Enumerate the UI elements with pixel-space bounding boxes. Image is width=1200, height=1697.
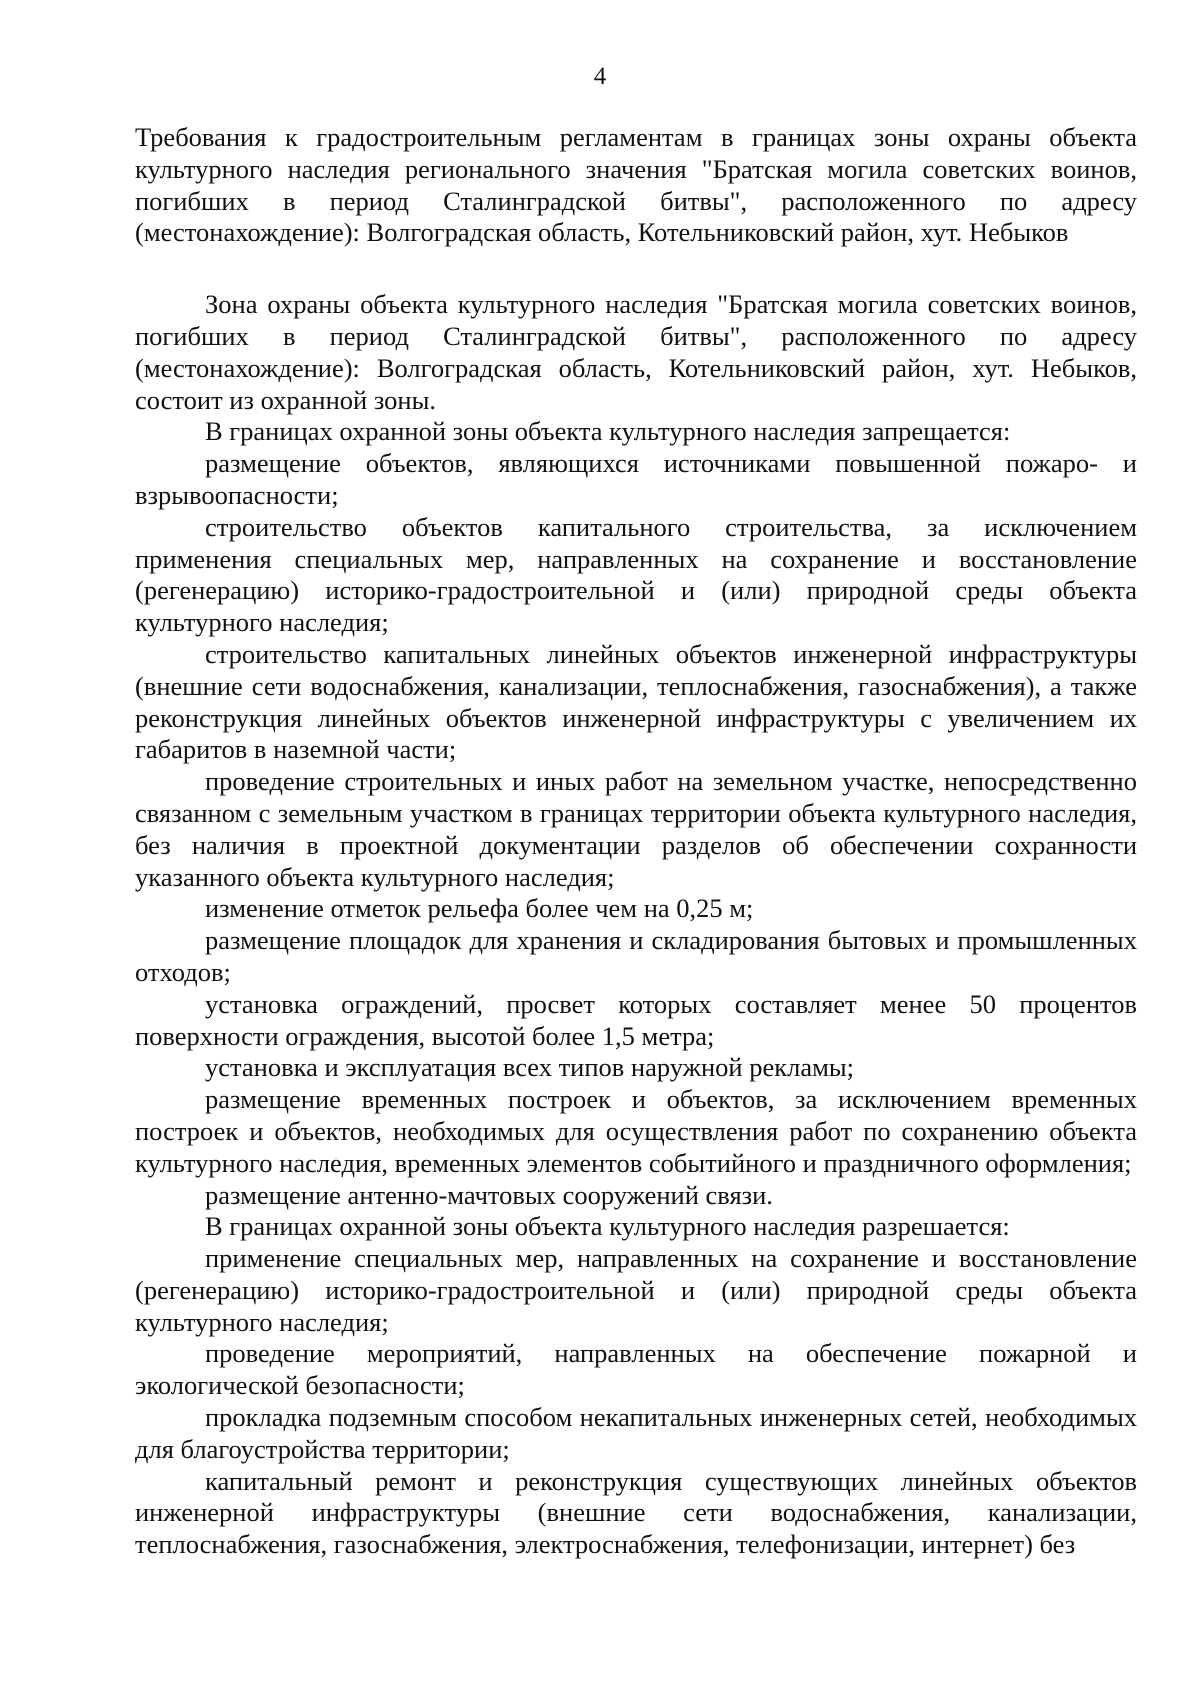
prohibited-item: размещение площадок для хранения и складирования бытовых и промышленных отходов; [135,925,1137,987]
document-body [135,122,1137,1561]
permitted-item: прокладка подземным способом некапитальных инженерных сетей, необходимых для благоустройства территории; [135,1402,1137,1464]
paragraph-permitted-heading: В границах охранной зоны объекта культурного наследия разрешается: [205,1211,1010,1242]
permitted-item: применение специальных мер, направленных на сохранение и восстановление (регенерацию) историко-градостроительной и (или) природной среды объекта культурного наследия; [135,1243,1137,1337]
permitted-item: проведение мероприятий, направленных на обеспечение пожарной и экологической безопасности; [135,1338,1137,1401]
permitted-item: капитальный ремонт и реконструкция существующих линейных объектов инженерной инфраструктуры (внешние сети водоснабжения, канализации, теплоснабжения, газоснабжения, электроснабжения, телефонизации, интернет) без [135,1465,1137,1560]
prohibited-item: строительство объектов капитального строительства, за исключением применения специальных мер, направленных на сохранение и восстановление (регенерацию) историко-градостроительной и (или) природной среды объекта культурного наследия; [135,511,1137,638]
document-title: Требования к градостроительным регламентам в границах зоны охраны объекта культурного наследия регионального значения "Братская могила советских воинов, погибших в период Сталинградской битвы", расположенного по адресу (местонахождение): Волгоградская область, Котельниковский район, хут. Небыков [135,122,1137,248]
prohibited-item: размещение временных построек и объектов, за исключением временных построек и объектов, необходимых для осуществления работ по сохранению объекта культурного наследия, временных элементов событийного и праздничного оформления; [135,1084,1137,1178]
prohibited-item: строительство капитальных линейных объектов инженерной инфраструктуры (внешние сети водоснабжения, канализации, теплоснабжения, газоснабжения), а также реконструкция линейных объектов инженерной инфраструктуры с увеличением их габаритов в наземной части; [135,638,1137,765]
prohibited-item: изменение отметок рельефа более чем на 0,25 м; [205,893,754,924]
prohibited-item: размещение антенно-мачтовых сооружений связи. [205,1179,773,1210]
prohibited-item: установка ограждений, просвет которых составляет менее 50 процентов поверхности ограждения, высотой более 1,5 метра; [135,988,1137,1051]
prohibited-item: проведение строительных и иных работ на земельном участке, непосредственно связанном с земельным участком в границах территории объекта культурного наследия, без наличия в проектной документации разделов об обеспечении сохранности указанного объекта культурного наследия; [135,766,1137,892]
paragraph-zone-description: Зона охраны объекта культурного наследия "Братская могила советских воинов, погибших в период Сталинградской битвы", расположенного по адресу (местонахождение): Волгоградская область, Котельниковский район, хут. Небыков, состоит из охранной зоны. [135,289,1137,415]
prohibited-item: установка и эксплуатация всех типов наружной рекламы; [205,1052,855,1083]
prohibited-item: размещение объектов, являющихся источниками повышенной пожаро- и взрывоопасности; [135,448,1137,510]
page-number: 4 [593,63,607,90]
paragraph-prohibited-heading: В границах охранной зоны объекта культурного наследия запрещается: [205,416,1011,447]
